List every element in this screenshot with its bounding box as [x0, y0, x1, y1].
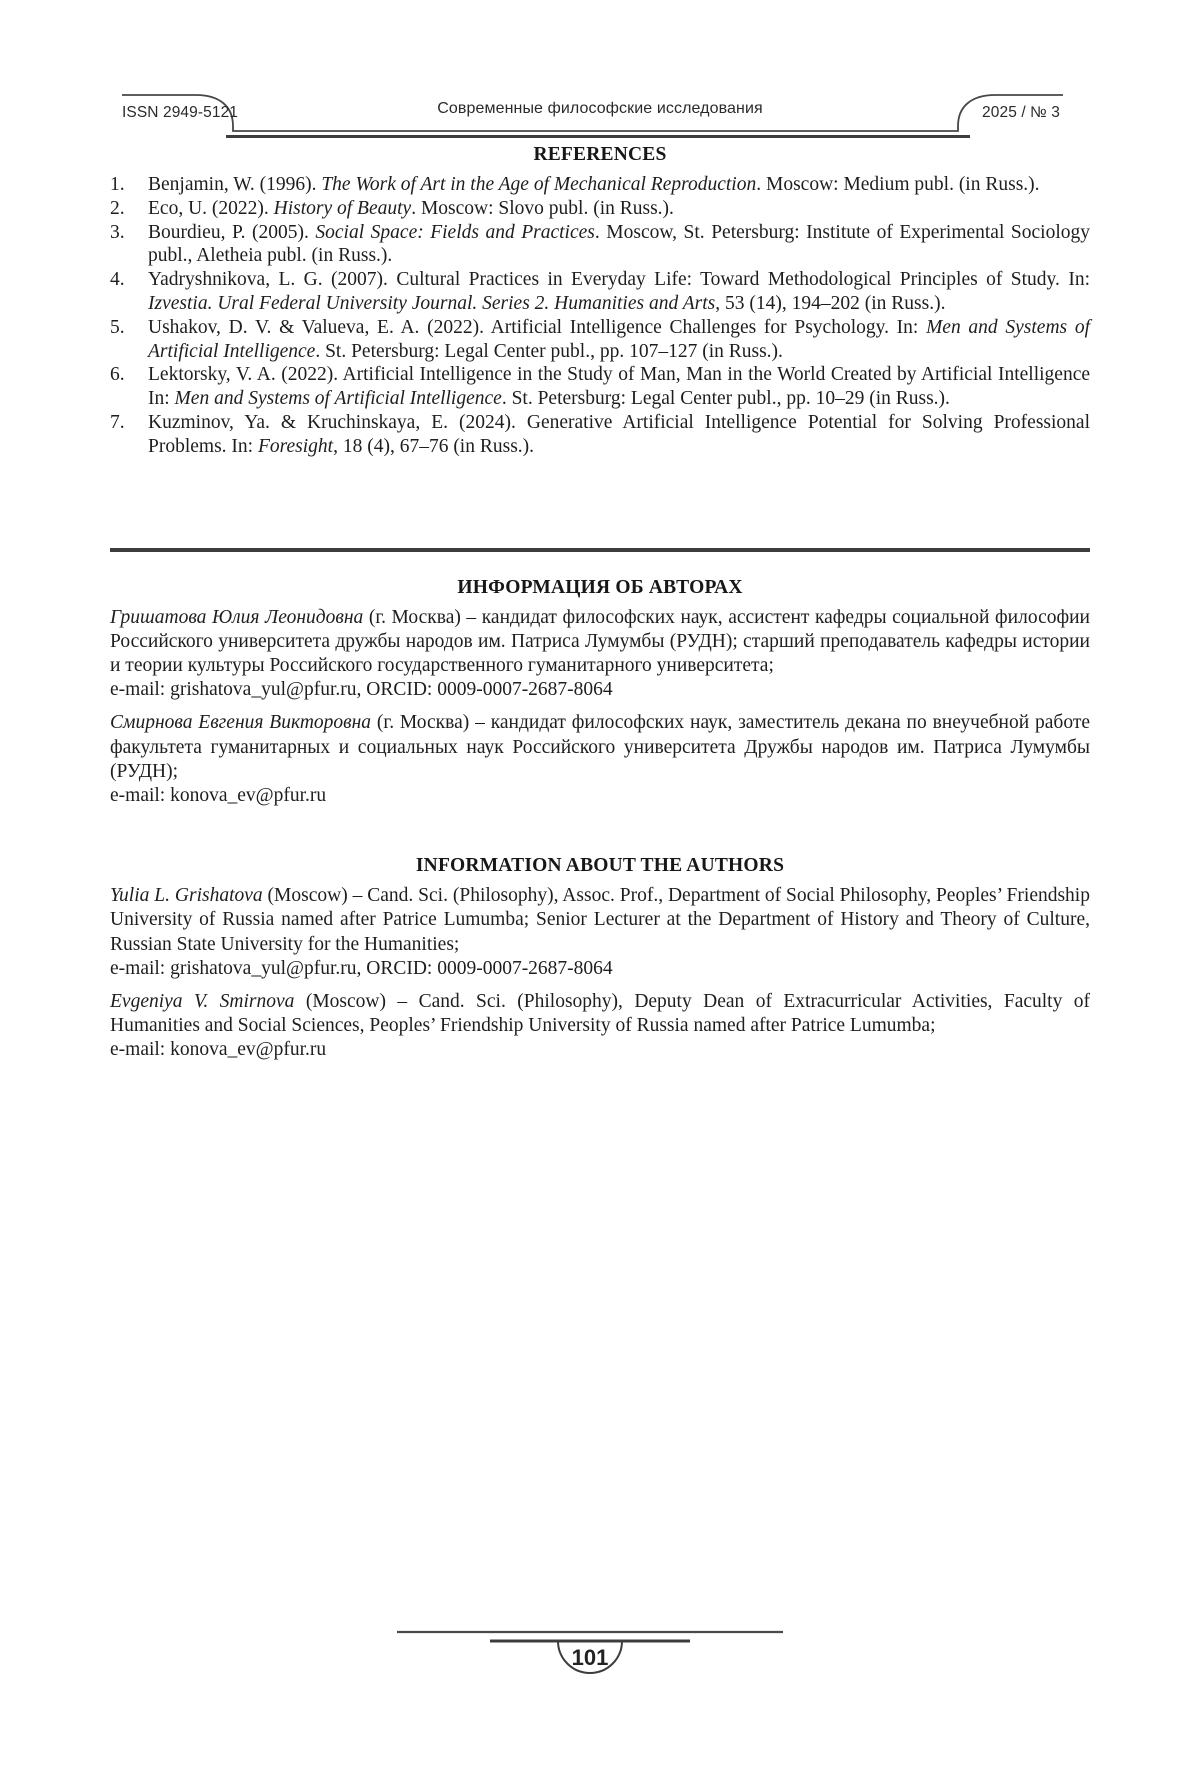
authors-en-block [110, 884, 1090, 1062]
author-email-line: e-mail: grishatova_yul@pfur.ru, ORCID: 0009-0007-2687-8064 [110, 679, 613, 701]
author-entry [110, 884, 1090, 981]
header-issn: ISSN 2949-5121 [122, 104, 239, 121]
reference-item [110, 173, 1090, 197]
reference-text: Eco, U. (2022). History of Beauty. Moscow: Slovo publ. (in Russ.). [148, 197, 674, 219]
author-description: Yulia L. Grishatova (Moscow) – Cand. Sci. (Philosophy), Assoc. Prof., Department of Social Philosophy, Peoples’ Friendship University of Russia named after Patrice Lumumba; Senior Lecturer at the Department of History and Theory of Culture, Russian State University for the Humanities; [110, 885, 1090, 955]
reference-text: Kuzminov, Ya. & Kruchinskaya, E. (2024). Generative Artificial Intelligence Potential for Solving Professional Problems. In: Foresight, 18 (4), 67–76 (in Russ.). [148, 411, 1090, 457]
references-list [110, 173, 1090, 459]
reference-text: Yadryshnikova, L. G. (2007). Cultural Practices in Everyday Life: Toward Methodological Principles of Study. In: Izvestia. Ural Federal University Journal. Series 2. Humanities and Arts, 53 (14), 194–202 (in Russ.). [148, 269, 1090, 314]
reference-number: 5. [110, 316, 125, 338]
header-rule-ornament [0, 0, 1200, 160]
reference-number: 4. [110, 269, 125, 291]
author-name: Evgeniya V. Smirnova [110, 991, 295, 1012]
authors-ru-block [110, 606, 1090, 809]
reference-item [110, 221, 1090, 269]
reference-text: Lektorsky, V. A. (2022). Artificial Intelligence in the Study of Man, Man in the World Created by Artificial Intelligence In: Men and Systems of Artificial Intelligence. St. Petersburg: Legal Center publ., pp. 10–29 (in Russ.). [148, 364, 1090, 410]
reference-item [110, 411, 1090, 459]
reference-item [110, 363, 1090, 411]
reference-number: 7. [110, 411, 125, 433]
reference-number: 6. [110, 364, 125, 386]
reference-number: 1. [110, 174, 125, 195]
author-entry [110, 990, 1090, 1063]
author-description: Смирнова Евгения Викторовна (г. Москва) – кандидат философских наук, заместитель декана по внеучебной работе факультета гуманитарных и социальных наук Российского университета Дружбы народов им. Патриса Лумумбы (РУДН); [110, 712, 1090, 782]
author-email-line: e-mail: konova_ev@pfur.ru [110, 1039, 327, 1061]
authors-en-heading: INFORMATION ABOUT THE AUTHORS [415, 855, 785, 877]
author-entry [110, 711, 1090, 808]
reference-item [110, 268, 1090, 316]
page-content [110, 144, 1090, 1072]
author-name: Гришатова Юлия Леонидовна [110, 606, 364, 628]
reference-number: 3. [110, 221, 125, 243]
author-email-line: e-mail: konova_ev@pfur.ru [110, 784, 327, 806]
author-name: Смирнова Евгения Викторовна [110, 712, 372, 734]
page-number: 101 [571, 1645, 609, 1670]
author-description: Evgeniya V. Smirnova (Moscow) – Cand. Sci. (Philosophy), Deputy Dean of Extracurricular Activities, Faculty of Humanities and Social Sciences, Peoples’ Friendship University of Russia named after Patrice Lumumba; [110, 991, 1091, 1037]
authors-ru-heading: ИНФОРМАЦИЯ ОБ АВТОРАХ [457, 576, 743, 598]
references-heading: REFERENCES [533, 144, 667, 165]
reference-text: Benjamin, W. (1996). The Work of Art in the Age of Mechanical Reproduction. Moscow: Medium publ. (in Russ.). [148, 174, 1040, 195]
header-issue: 2025 / № 3 [982, 104, 1060, 121]
author-name: Yulia L. Grishatova [110, 885, 263, 907]
reference-number: 2. [110, 197, 125, 219]
author-entry [110, 606, 1090, 703]
author-email-line: e-mail: grishatova_yul@pfur.ru, ORCID: 0009-0007-2687-8064 [110, 957, 613, 979]
author-description: Гришатова Юлия Леонидовна (г. Москва) – кандидат философских наук, ассистент кафедры социальной философии Российского университета дружбы народов им. Патриса Лумумбы (РУДН); старший преподаватель кафедры истории и теории культуры Российского государственного гуманитарного университета; [110, 606, 1090, 676]
reference-text: Ushakov, D. V. & Valueva, E. A. (2022). Artificial Intelligence Challenges for Psychology. In: Men and Systems of Artificial Intelligence. St. Petersburg: Legal Center publ., pp. 107–127 (in Russ.). [148, 316, 1091, 362]
reference-text: Bourdieu, P. (2005). Social Space: Fields and Practices. Moscow, St. Petersburg: Institute of Experimental Sociology publ., Aletheia publ. (in Russ.). [148, 221, 1090, 267]
header-journal-title: Современные философские исследования [437, 100, 763, 117]
reference-item [110, 197, 1090, 221]
reference-item [110, 316, 1090, 364]
section-divider [110, 548, 1090, 552]
